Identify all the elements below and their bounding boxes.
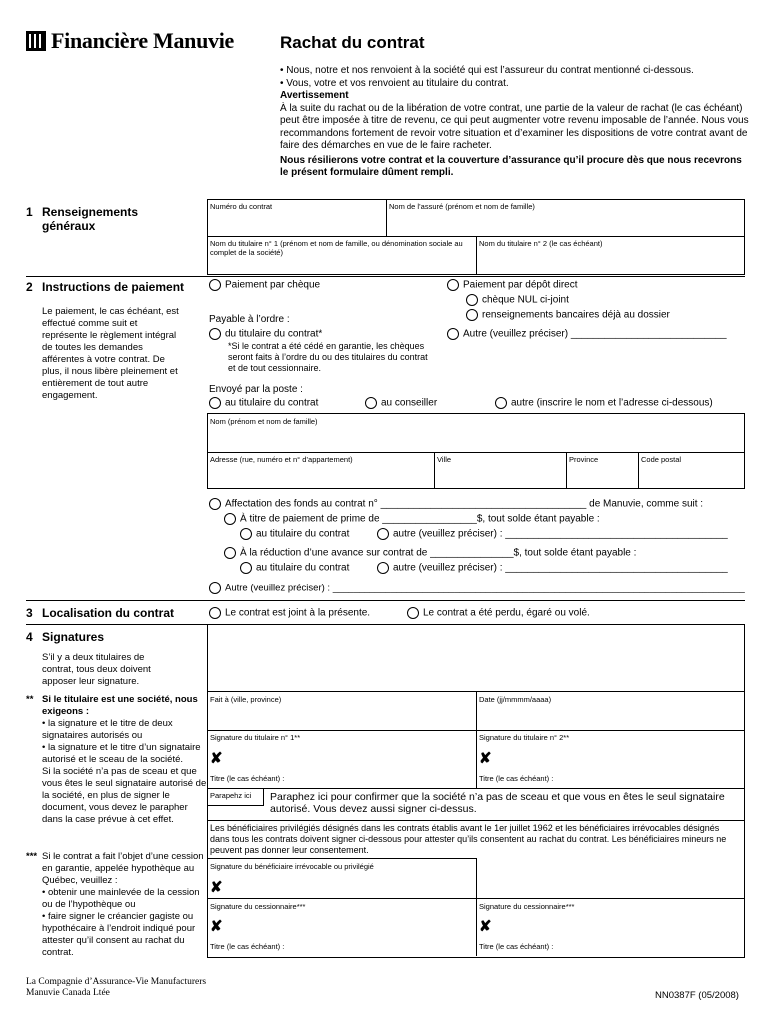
city-field[interactable]: Ville	[437, 455, 452, 464]
radio-icon	[466, 309, 478, 321]
contract-number-field[interactable]: Numéro du contrat	[210, 202, 273, 211]
page-title: Rachat du contrat	[280, 33, 425, 52]
mail-name-field[interactable]: Nom (prénom et nom de famille)	[210, 417, 318, 426]
date-field[interactable]: Date (jj/mmmm/aaaa)	[479, 695, 552, 704]
logo-text: Financière Manuvie	[51, 28, 235, 53]
payable-holder-option[interactable]: du titulaire du contrat*	[209, 328, 322, 340]
radio-icon	[209, 498, 221, 510]
address-box	[207, 413, 745, 489]
double-star: **	[26, 694, 34, 705]
assignee-2-title-field[interactable]: Titre (le cas échéant) :	[479, 942, 554, 951]
radio-icon	[209, 582, 221, 594]
holder-2-signature-field[interactable]: Signature du titulaire n° 2**	[479, 733, 570, 742]
radio-icon	[377, 562, 389, 574]
warning-title: Avertissement	[280, 90, 349, 101]
section-3-title: Localisation du contrat	[42, 606, 175, 620]
initial-instructions: Paraphez ici pour confirmer que la société n’a pas de sceau et que vous en êtes le seul signataire autorisé. Vous devez aussi signer ci-dessus.	[270, 791, 725, 815]
footer-company: La Compagnie d’Assurance-Vie Manufacturers Manuvie Canada Ltée	[26, 977, 207, 998]
mail-advisor-option[interactable]: au conseiller	[365, 397, 437, 409]
sign-x-icon: ✘	[479, 750, 492, 767]
radio-icon	[240, 528, 252, 540]
holder-1-name-field[interactable]: Nom du titulaire n° 1 (prénom et nom de famille, ou dénomination sociale au complet de la société)	[210, 239, 463, 257]
holder-2-name-field[interactable]: Nom du titulaire n° 2 (le cas échéant)	[479, 239, 603, 248]
radio-icon	[224, 547, 236, 559]
warning-text: À la suite du rachat ou de la libération de votre contrat, une partie de la valeur de rachat (le cas échéant) peut être imposée à titre de revenu, ce qui peut augmenter votre revenu imposable de l’année. Nous vous recommandons fortement de revoir votre situation et d’examiner les dispositions de votre contrat avant de faire des démarches en vue de le faire racheter.	[280, 102, 749, 151]
postal-code-field[interactable]: Code postal	[641, 455, 682, 464]
radio-icon	[365, 397, 377, 409]
done-at-field[interactable]: Fait à (ville, province)	[210, 695, 282, 704]
form-code: NN0387F (05/2008)	[655, 990, 739, 1001]
mail-other-option[interactable]: autre (inscrire le nom et l’adresse ci-dessous)	[495, 397, 713, 409]
radio-icon	[209, 607, 221, 619]
radio-icon	[447, 279, 459, 291]
loan-holder-option[interactable]: au titulaire du contrat	[240, 562, 349, 574]
pay-direct-option[interactable]: Paiement par dépôt direct	[447, 279, 578, 291]
section-1-number: 1	[26, 205, 33, 219]
contract-attached-option[interactable]: Le contrat est joint à la présente.	[209, 607, 370, 619]
cheque-nul-option[interactable]: chèque NUL ci-joint	[466, 294, 569, 306]
sign-x-icon: ✘	[479, 918, 492, 935]
payable-to-label: Payable à l’ordre :	[209, 314, 290, 325]
beneficiary-signature-field[interactable]: Signature du bénéficiaire irrévocable ou privilégié	[210, 862, 374, 871]
radio-icon	[240, 562, 252, 574]
other-payment-option[interactable]: Autre (veuillez préciser) ____________________________	[447, 328, 727, 340]
section-3-number: 3	[26, 606, 33, 620]
signature-area	[207, 624, 745, 958]
bank-info-option[interactable]: renseignements bancaires déjà au dossier	[466, 309, 670, 321]
intro-bullet-2: • Vous, votre et vos renvoient au titulaire du contrat.	[280, 77, 509, 89]
beneficiary-note: Les bénéficiaires privilégiés désignés dans les contrats établis avant le 1er juillet 1962 et les bénéficiaires irrévocables désignés dans tous les contrats doivent signer ci-dessous pour attester qu’ils consentent au rachat du contrat. Les bénéficiaires mineurs ne peuvent pas donner leur consentement.	[210, 823, 727, 855]
section-4-number: 4	[26, 630, 33, 644]
assignee-1-title-field[interactable]: Titre (le cas échéant) :	[210, 942, 285, 951]
assign-cheque-note: *Si le contrat a été cédé en garantie, les chèques seront faits à l’ordre du ou des titulaires du contrat et de tout cessionnaire.	[228, 341, 428, 373]
holder-1-title-field[interactable]: Titre (le cas échéant) :	[210, 774, 285, 783]
address-field[interactable]: Adresse (rue, numéro et n° d’appartement)	[210, 455, 353, 464]
insured-name-field[interactable]: Nom de l’assuré (prénom et nom de famille)	[389, 202, 535, 211]
pay-cheque-option[interactable]: Paiement par chèque	[209, 279, 320, 291]
holder-1-signature-field[interactable]: Signature du titulaire n° 1**	[210, 733, 301, 742]
allocation-option[interactable]: Affectation des fonds au contrat n° _____________________________________ de Manuvie, comme suit :	[209, 498, 703, 510]
sign-x-icon: ✘	[210, 879, 223, 896]
section-1-title: Renseignements généraux	[42, 205, 139, 233]
logo-mark-icon	[26, 31, 46, 51]
radio-icon	[495, 397, 507, 409]
section-2-title: Instructions de paiement	[42, 280, 185, 294]
radio-icon	[209, 328, 221, 340]
radio-icon	[224, 513, 236, 525]
loan-option[interactable]: À la réduction d’une avance sur contrat de _______________$, tout solde étant payable :	[224, 547, 636, 559]
section-1-box	[207, 199, 745, 275]
payment-note: Le paiement, le cas échéant, est effectué comme suit et représente le règlement intégral de toutes les demandes afférentes à votre contrat. De plus, il nous libère pleinement et entièrement de tout autre engagement.	[42, 306, 179, 401]
initial-box[interactable]: Parapehz ici	[208, 788, 264, 806]
company-notes: Si le titulaire est une société, nous exigeons : • la signature et le titre de deux signataires autorisés ou • la signature et le titre d’un signataire autorisé et le sceau de la société. Si la société n’a pas de sceau et que vous êtes le seul signataire autorisé de la société, en plus de signer le document, vous devez le parapher dans la case prévue à cet effet.	[42, 694, 207, 825]
radio-icon	[209, 397, 221, 409]
assignee-1-signature-field[interactable]: Signature du cessionnaire***	[210, 902, 306, 911]
premium-option[interactable]: À titre de paiement de prime de _________________$, tout solde étant payable :	[224, 513, 600, 525]
radio-icon	[377, 528, 389, 540]
triple-star: ***	[26, 851, 38, 862]
contract-lost-option[interactable]: Le contrat a été perdu, égaré ou volé.	[407, 607, 590, 619]
premium-other-option[interactable]: autre (veuillez préciser) : ________________________________________	[377, 528, 728, 540]
section-4-title: Signatures	[42, 630, 105, 644]
loan-other-option[interactable]: autre (veuillez préciser) : ________________________________________	[377, 562, 728, 574]
intro-bold-text: Nous résilierons votre contrat et la couverture d’assurance qu’il procure dès que nous recevrons le présent formulaire dûment rempli.	[280, 154, 742, 178]
manulife-logo	[26, 28, 234, 54]
province-field[interactable]: Province	[569, 455, 599, 464]
radio-icon	[209, 279, 221, 291]
intro-block	[280, 65, 750, 180]
sign-x-icon: ✘	[210, 918, 223, 935]
assignee-2-signature-field[interactable]: Signature du cessionnaire***	[479, 902, 575, 911]
other-final-option[interactable]: Autre (veuillez préciser) : ______________________________________________________________________________	[209, 582, 745, 594]
intro-bullet-1: • Nous, notre et nos renvoient à la société qui est l’assureur du contrat mentionné ci-dessous.	[280, 65, 694, 76]
premium-holder-option[interactable]: au titulaire du contrat	[240, 528, 349, 540]
mail-holder-option[interactable]: au titulaire du contrat	[209, 397, 318, 409]
two-holders-note: S’il y a deux titulaires de contrat, tous deux doivent apposer leur signature.	[42, 652, 151, 687]
section-2-number: 2	[26, 280, 33, 294]
mailed-to-label: Envoyé par la poste :	[209, 384, 303, 395]
radio-icon	[407, 607, 419, 619]
radio-icon	[466, 294, 478, 306]
sign-x-icon: ✘	[210, 750, 223, 767]
radio-icon	[447, 328, 459, 340]
holder-2-title-field[interactable]: Titre (le cas échéant) :	[479, 774, 554, 783]
assignment-notes: Si le contrat a fait l’objet d’une cession en garantie, appelée hypothèque au Québec, veuillez : • obtenir une mainlevée de la cession ou de l’hypothèque ou • faire signer le créancier gagiste ou hypothécaire à l’endroit indiqué pour attester qu’il consent au rachat du contrat.	[42, 851, 204, 958]
